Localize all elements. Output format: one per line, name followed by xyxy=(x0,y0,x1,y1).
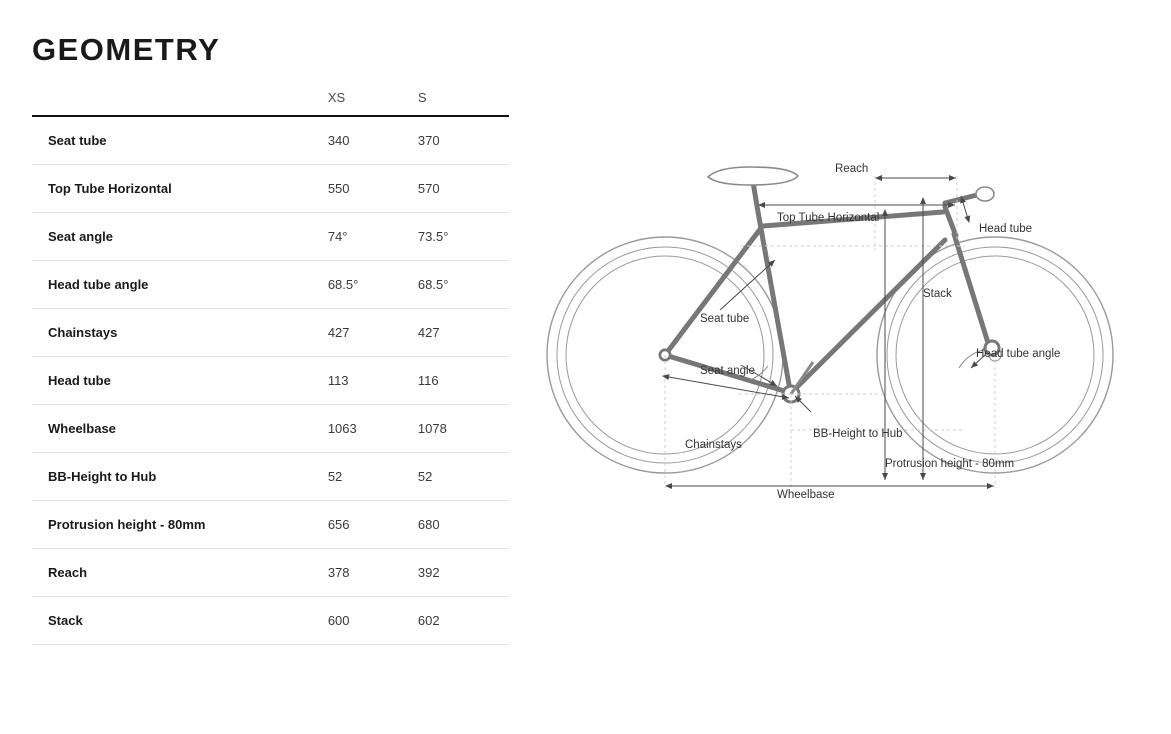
row-value-s: 68.5° xyxy=(418,261,509,309)
row-value-s: 370 xyxy=(418,116,509,165)
row-value-xs: 340 xyxy=(328,116,418,165)
column-header-name xyxy=(32,86,328,116)
table-row xyxy=(32,213,509,261)
row-value-s: 73.5° xyxy=(418,213,509,261)
row-value-xs: 113 xyxy=(328,357,418,405)
row-value-s: 116 xyxy=(418,357,509,405)
table-row xyxy=(32,261,509,309)
handlebar-icon xyxy=(976,187,994,201)
saddle-icon xyxy=(708,167,798,185)
row-label: Head tube xyxy=(32,357,328,405)
row-label: Stack xyxy=(32,597,328,645)
row-value-s: 1078 xyxy=(418,405,509,453)
row-value-xs: 600 xyxy=(328,597,418,645)
row-value-xs: 52 xyxy=(328,453,418,501)
seat-tube-label: Seat tube xyxy=(700,313,750,325)
row-value-s: 602 xyxy=(418,597,509,645)
row-value-xs: 1063 xyxy=(328,405,418,453)
table-row xyxy=(32,405,509,453)
wheelbase-label: Wheelbase xyxy=(777,489,835,501)
crank-icon xyxy=(791,362,813,394)
row-label: Chainstays xyxy=(32,309,328,357)
row-label: Seat tube xyxy=(32,116,328,165)
row-value-s: 52 xyxy=(418,453,509,501)
chainstays-label: Chainstays xyxy=(685,439,742,451)
table-header-row xyxy=(32,86,509,116)
table-row xyxy=(32,309,509,357)
seatpost-icon xyxy=(753,182,758,212)
head-tube-angle-label: Head tube angle xyxy=(976,348,1061,360)
geometry-table xyxy=(32,86,509,645)
table-body xyxy=(32,116,509,645)
row-label: Head tube angle xyxy=(32,261,328,309)
head-tube-label: Head tube xyxy=(979,223,1033,235)
row-value-xs: 378 xyxy=(328,549,418,597)
row-value-xs: 427 xyxy=(328,309,418,357)
row-value-s: 427 xyxy=(418,309,509,357)
table-row xyxy=(32,453,509,501)
row-label: Top Tube Horizontal xyxy=(32,165,328,213)
row-value-s: 392 xyxy=(418,549,509,597)
column-header-s: S xyxy=(417,90,427,105)
page-title: GEOMETRY xyxy=(32,32,221,67)
row-value-xs: 74° xyxy=(328,213,418,261)
top-tube-horizontal-label: Top Tube Horizontal xyxy=(777,212,880,224)
row-label: BB-Height to Hub xyxy=(32,453,328,501)
protrusion-height-label: Protrusion height - 80mm xyxy=(885,458,1015,470)
reach-label: Reach xyxy=(835,163,869,175)
table-row xyxy=(32,116,509,165)
seat-angle-label: Seat angle xyxy=(700,365,755,377)
table-header xyxy=(32,86,509,116)
row-value-xs: 656 xyxy=(328,501,418,549)
table-row xyxy=(32,357,509,405)
row-label: Protrusion height - 80mm xyxy=(32,501,328,549)
row-value-s: 680 xyxy=(418,501,509,549)
row-value-s: 570 xyxy=(418,165,509,213)
bb-height-dimension-line xyxy=(795,396,811,412)
row-label: Wheelbase xyxy=(32,405,328,453)
table-row xyxy=(32,165,509,213)
row-label: Reach xyxy=(32,549,328,597)
table-row xyxy=(32,597,509,645)
column-header-xs: XS xyxy=(327,90,346,105)
table-row xyxy=(32,501,509,549)
bb-height-to-hub-label: BB-Height to Hub xyxy=(813,428,903,440)
stack-label: Stack xyxy=(923,288,952,300)
row-label: Seat angle xyxy=(32,213,328,261)
table-row xyxy=(32,549,509,597)
bike-geometry-diagram xyxy=(545,150,1145,550)
row-value-xs: 550 xyxy=(328,165,418,213)
row-value-xs: 68.5° xyxy=(328,261,418,309)
